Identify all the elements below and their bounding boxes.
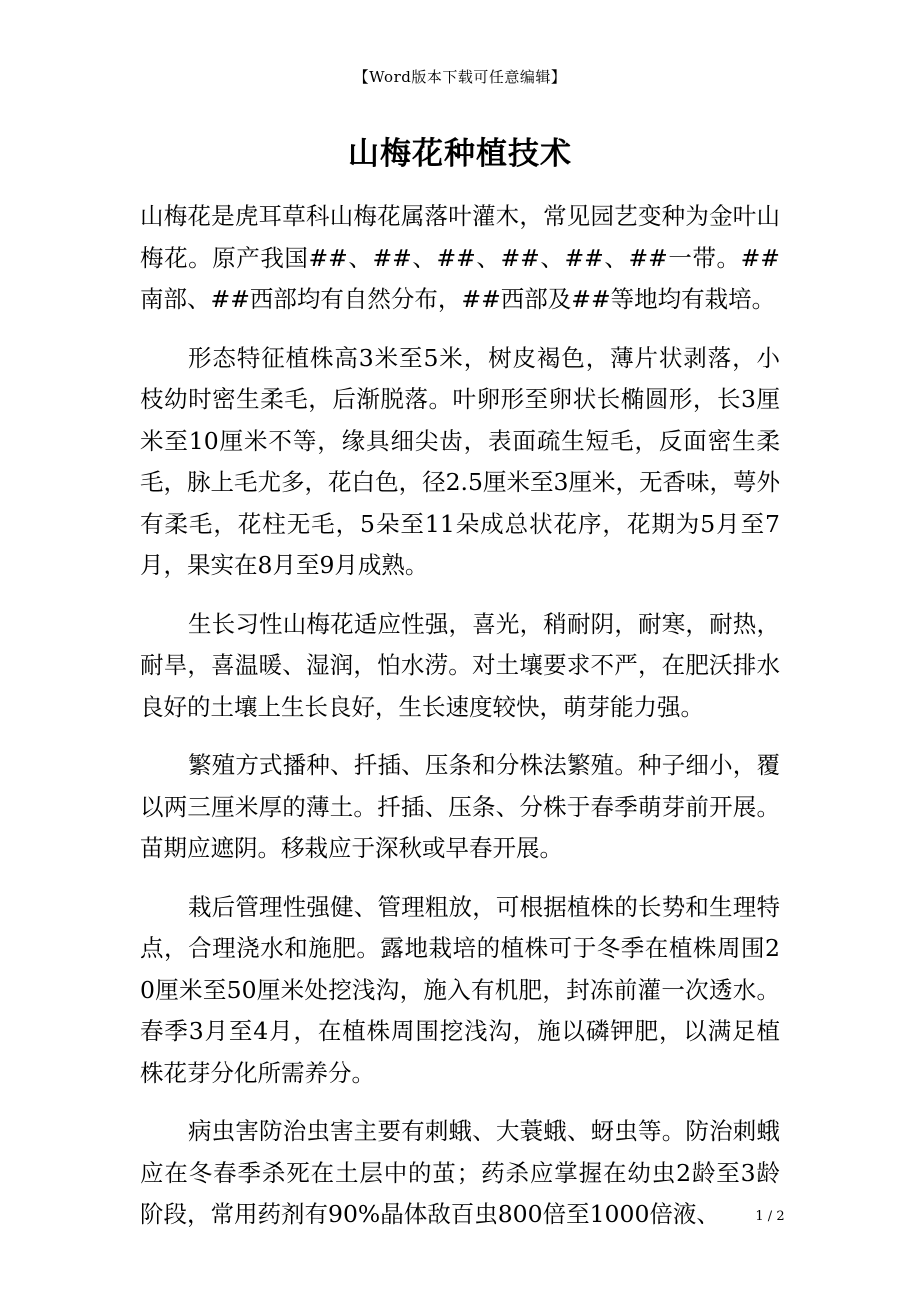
paragraph-growth-habit: 生长习性山梅花适应性强，喜光，稍耐阴，耐寒，耐热，耐旱，喜温暖、湿润，怕水涝。对土壤要求不严，在肥沃排水良好的土壤上生长良好，生长速度较快，萌芽能力强。 bbox=[140, 609, 780, 721]
paragraph-aftercare: 栽后管理性强健、管理粗放，可根据植株的长势和生理特点，合理浇水和施肥。露地栽培的植株可于冬季在植株周围20厘米至50厘米处挖浅沟，施入有机肥，封冻前灌一次透水。春季3月至4月，在植株周围挖浅沟，施以磷钾肥，以满足植株花芽分化所需养分。 bbox=[140, 892, 780, 1087]
download-note: 【Word版本下载可任意编辑】 bbox=[353, 68, 567, 86]
paragraph-pest-control: 病虫害防治虫害主要有刺蛾、大蓑蛾、蚜虫等。防治刺蛾应在冬春季杀死在土层中的茧；药杀应掌握在幼虫2龄至3龄阶段，常用药剂有90%晶体敌百虫800倍至1000倍液、 bbox=[140, 1117, 780, 1228]
page-number: 1 / 2 bbox=[755, 1209, 785, 1224]
paragraph-propagation: 繁殖方式播种、扦插、压条和分株法繁殖。种子细小，覆以两三厘米厚的薄土。扦插、压条、分株于春季萌芽前开展。苗期应遮阴。移栽应于深秋或早春开展。 bbox=[140, 751, 780, 862]
paragraph-intro: 山梅花是虎耳草科山梅花属落叶灌木，常见园艺变种为金叶山梅花。原产我国##、##、##、##、##、##一带。##南部、##西部均有自然分布，##西部及##等地均有栽培。 bbox=[140, 202, 780, 313]
paragraph-morphology: 形态特征植株高3米至5米，树皮褐色，薄片状剥落，小枝幼时密生柔毛，后渐脱落。叶卵形至卵状长椭圆形，长3厘米至10厘米不等，缘具细尖齿，表面疏生短毛，反面密生柔毛，脉上毛尤多，花白色，径2.5厘米至3厘米，无香味，萼外有柔毛，花柱无毛，5朵至11朵成总状花序，花期为5月至7月，果实在8月至9月成熟。 bbox=[140, 343, 780, 579]
document-body bbox=[140, 196, 780, 1253]
page-title: 山梅花种植技术 bbox=[348, 136, 572, 172]
